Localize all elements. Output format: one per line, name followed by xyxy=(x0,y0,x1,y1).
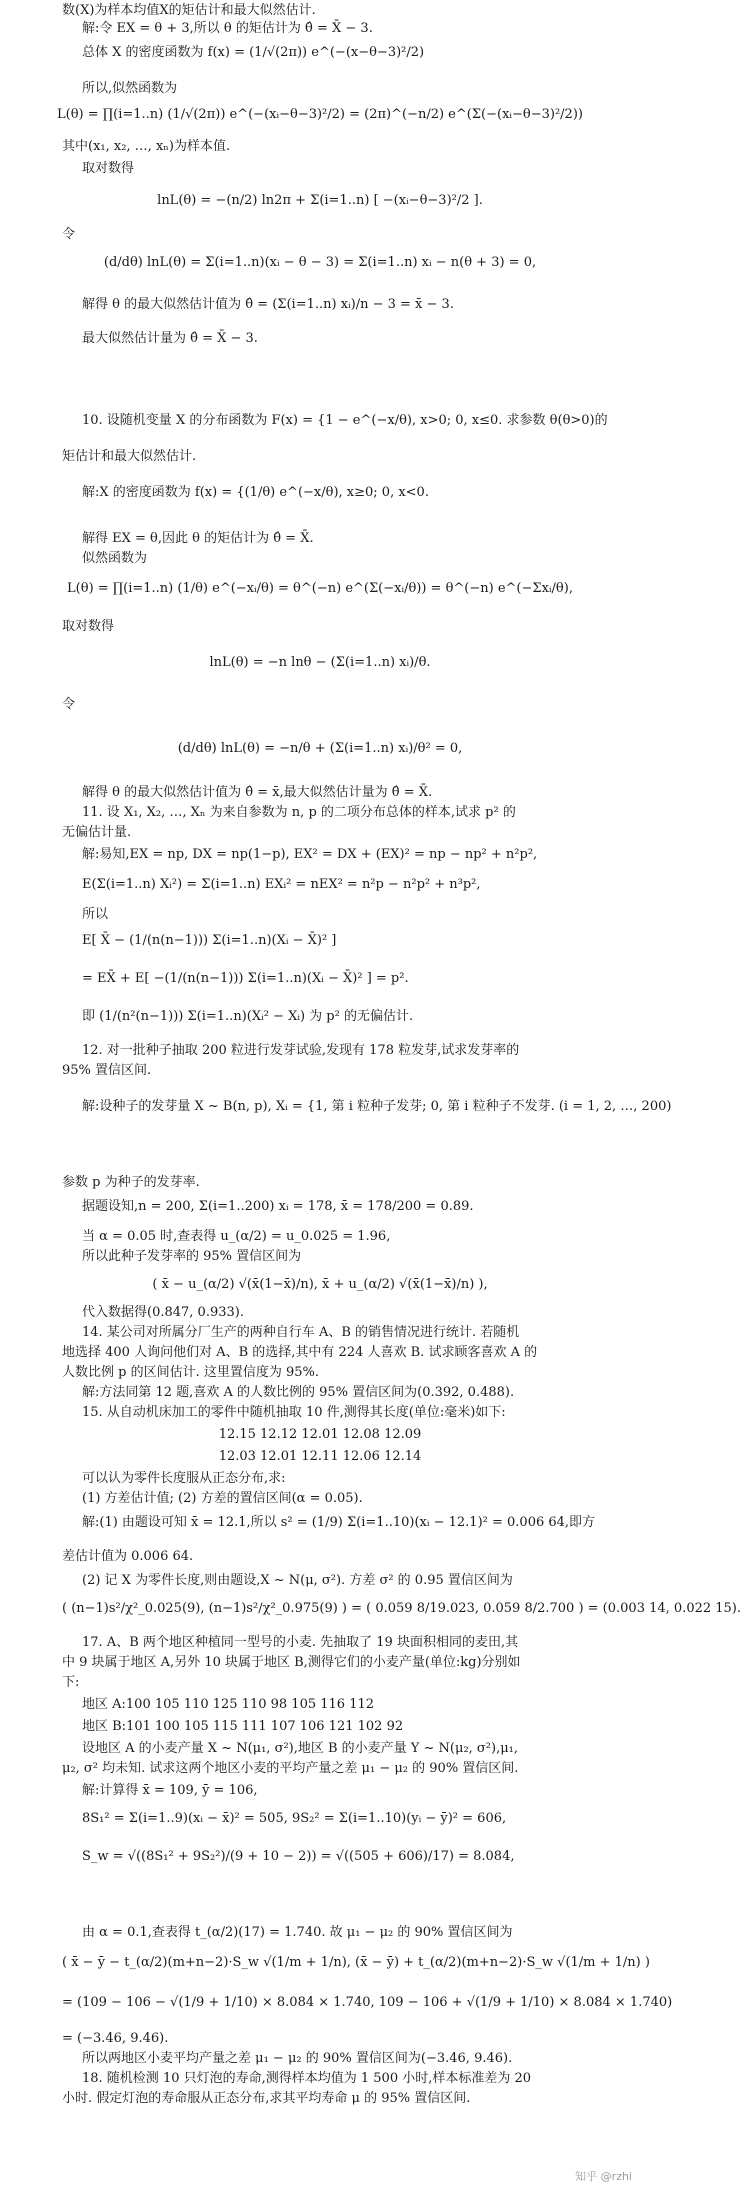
text-line-25: 无偏估计量. xyxy=(62,825,132,840)
text-line-27: E(Σ(i=1..n) Xᵢ²) = Σ(i=1..n) EXᵢ² = nEX² = n²p − n²p² + n³p², xyxy=(82,877,481,892)
text-line-19: 取对数得 xyxy=(62,619,115,634)
text-line-70: 小时. 假定灯泡的寿命服从正态分布,求其平均寿命 μ 的 95% 置信区间. xyxy=(62,2091,471,2106)
text-line-61: 解:计算得 x̄ = 109, ȳ = 106, xyxy=(82,1783,258,1798)
text-line-43: 人数比例 p 的区间估计. 这里置信度为 95%. xyxy=(62,1365,320,1380)
text-line-17: 似然函数为 xyxy=(82,551,148,566)
text-line-5: L(θ) = ∏(i=1..n) (1/√(2π)) e^(−(xᵢ−θ−3)²/2) = (2π)^(−n/2) e^(Σ(−(xᵢ−θ−3)²/2)) xyxy=(57,107,583,122)
text-line-38: 所以此种子发芽率的 95% 置信区间为 xyxy=(82,1249,302,1264)
text-line-53: ( (n−1)s²/χ²_0.025(9), (n−1)s²/χ²_0.975(9) ) = ( 0.059 8/19.023, 0.059 8/2.700 ) = (0.003 14, 0.022 15). xyxy=(62,1601,741,1616)
text-line-12: 最大似然估计量为 θ̂ = X̄ − 3. xyxy=(82,331,258,346)
text-line-35: 参数 p 为种子的发芽率. xyxy=(62,1175,200,1190)
text-line-2: 解:令 EX = θ + 3,所以 θ 的矩估计为 θ̂ = X̄ − 3. xyxy=(82,21,373,36)
text-line-39: ( x̄ − u_(α/2) √(x̄(1−x̄)/n), x̄ + u_(α/2) √(x̄(1−x̄)/n) ), xyxy=(152,1277,488,1292)
text-line-62: 8S₁² = Σ(i=1..9)(xᵢ − x̄)² = 505, 9S₂² = Σ(i=1..10)(yᵢ − ȳ)² = 606, xyxy=(82,1811,507,1826)
text-line-69: 18. 随机检测 10 只灯泡的寿命,测得样本均值为 1 500 小时,样本标准差为 20 xyxy=(82,2071,532,2086)
text-line-31: 即 (1/(n²(n−1))) Σ(i=1..n)(Xᵢ² − Xᵢ) 为 p² 的无偏估计. xyxy=(82,1009,414,1024)
text-line-6: 其中(x₁, x₂, …, xₙ)为样本值. xyxy=(62,139,231,154)
text-line-54: 17. A、B 两个地区种植同一型号的小麦. 先抽取了 19 块面积相同的麦田,其 xyxy=(82,1635,519,1650)
text-line-67: = (−3.46, 9.46). xyxy=(62,2031,169,2046)
text-line-42: 地选择 400 人询问他们对 A、B 的选择,其中有 224 人喜欢 B. 试求顾客喜欢 A 的 xyxy=(62,1345,538,1360)
text-line-50: 解:(1) 由题设可知 x̄ = 12.1,所以 s² = (1/9) Σ(i=1..10)(xᵢ − 12.1)² = 0.006 64,即方 xyxy=(82,1515,596,1530)
text-line-3: 总体 X 的密度函数为 f(x) = (1/√(2π)) e^(−(x−θ−3)²/2) xyxy=(82,45,425,60)
text-line-32: 12. 对一批种子抽取 200 粒进行发芽试验,发现有 178 粒发芽,试求发芽率的 xyxy=(82,1043,520,1058)
text-line-20: lnL(θ) = −n lnθ − (Σ(i=1..n) xᵢ)/θ. xyxy=(209,655,431,670)
text-line-1: 数(X)为样本均值X的矩估计和最大似然估计. xyxy=(62,3,316,18)
text-line-36: 据题设知,n = 200, Σ(i=1..200) xᵢ = 178, x̄ = 178/200 = 0.89. xyxy=(82,1199,474,1214)
watermark: 知乎 @rzhi xyxy=(575,2170,632,2183)
text-line-64: 由 α = 0.1,查表得 t_(α/2)(17) = 1.740. 故 μ₁ − μ₂ 的 90% 置信区间为 xyxy=(82,1925,513,1940)
text-line-51: 差估计值为 0.006 64. xyxy=(62,1549,194,1564)
text-line-40: 代入数据得(0.847, 0.933). xyxy=(82,1305,244,1320)
text-line-59: 设地区 A 的小麦产量 X ~ N(μ₁, σ²),地区 B 的小麦产量 Y ~ N(μ₂, σ²),μ₁, xyxy=(82,1741,519,1756)
text-line-16: 解得 EX = θ,因此 θ 的矩估计为 θ̂ = X̄. xyxy=(82,531,314,546)
text-line-57: 地区 A:100 105 110 125 110 98 105 116 112 xyxy=(82,1697,375,1712)
text-line-14: 矩估计和最大似然估计. xyxy=(62,449,197,464)
text-line-41: 14. 某公司对所属分厂生产的两种自行车 A、B 的销售情况进行统计. 若随机 xyxy=(82,1325,520,1340)
text-line-48: 可以认为零件长度服从正态分布,求: xyxy=(82,1471,286,1486)
text-line-60: μ₂, σ² 均未知. 试求这两个地区小麦的平均产量之差 μ₁ − μ₂ 的 90% 置信区间. xyxy=(62,1761,519,1776)
text-line-9: 令 xyxy=(62,227,76,242)
text-line-46: 12.15 12.12 12.01 12.08 12.09 xyxy=(218,1427,422,1442)
text-line-37: 当 α = 0.05 时,查表得 u_(α/2) = u_0.025 = 1.96, xyxy=(82,1229,391,1244)
text-line-65: ( x̄ − ȳ − t_(α/2)(m+n−2)·S_w √(1/m + 1/n), (x̄ − ȳ) + t_(α/2)(m+n−2)·S_w √(1/m + 1/n) ) xyxy=(62,1955,650,1970)
text-line-15: 解:X 的密度函数为 f(x) = {(1/θ) e^(−x/θ), x≥0; 0, x<0. xyxy=(82,485,429,500)
text-line-55: 中 9 块属于地区 A,另外 10 块属于地区 B,测得它们的小麦产量(单位:kg)分别如 xyxy=(62,1655,521,1670)
text-line-13: 10. 设随机变量 X 的分布函数为 F(x) = {1 − e^(−x/θ), x>0; 0, x≤0. 求参数 θ(θ>0)的 xyxy=(82,413,608,428)
text-line-66: = (109 − 106 − √(1/9 + 1/10) × 8.084 × 1.740, 109 − 106 + √(1/9 + 1/10) × 8.084 × 1.740) xyxy=(62,1995,673,2010)
text-line-33: 95% 置信区间. xyxy=(62,1063,152,1078)
text-line-30: = EX̄ + E[ −(1/(n(n−1))) Σ(i=1..n)(Xᵢ − X̄)² ] = p². xyxy=(82,971,409,986)
text-line-63: S_w = √((8S₁² + 9S₂²)/(9 + 10 − 2)) = √((505 + 606)/17) = 8.084, xyxy=(82,1849,515,1864)
text-line-24: 11. 设 X₁, X₂, …, Xₙ 为来自参数为 n, p 的二项分布总体的样本,试求 p² 的 xyxy=(82,805,516,820)
text-line-68: 所以两地区小麦平均产量之差 μ₁ − μ₂ 的 90% 置信区间为(−3.46, 9.46). xyxy=(82,2051,513,2066)
text-line-34: 解:设种子的发芽量 X ~ B(n, p), Xᵢ = {1, 第 i 粒种子发芽; 0, 第 i 粒种子不发芽. (i = 1, 2, …, 200) xyxy=(82,1099,672,1114)
text-line-7: 取对数得 xyxy=(82,161,135,176)
text-line-52: (2) 记 X 为零件长度,则由题设,X ~ N(μ, σ²). 方差 σ² 的 0.95 置信区间为 xyxy=(82,1573,513,1588)
text-line-4: 所以,似然函数为 xyxy=(82,81,178,96)
text-line-26: 解:易知,EX = np, DX = np(1−p), EX² = DX + (EX)² = np − np² + n²p², xyxy=(82,847,538,862)
text-line-45: 15. 从自动机床加工的零件中随机抽取 10 件,测得其长度(单位:毫米)如下: xyxy=(82,1405,506,1420)
text-line-23: 解得 θ 的最大似然估计值为 θ̂ = x̄,最大似然估计量为 θ̂ = X̄. xyxy=(82,785,433,800)
text-line-44: 解:方法同第 12 题,喜欢 A 的人数比例的 95% 置信区间为(0.392, 0.488). xyxy=(82,1385,515,1400)
text-line-49: (1) 方差估计值; (2) 方差的置信区间(α = 0.05). xyxy=(82,1491,363,1506)
text-line-29: E[ X̄ − (1/(n(n−1))) Σ(i=1..n)(Xᵢ − X̄)² ] xyxy=(82,933,337,948)
text-line-58: 地区 B:101 100 105 115 111 107 106 121 102 92 xyxy=(82,1719,404,1734)
text-line-10: (d/dθ) lnL(θ) = Σ(i=1..n)(xᵢ − θ − 3) = Σ(i=1..n) xᵢ − n(θ + 3) = 0, xyxy=(103,255,537,270)
text-line-8: lnL(θ) = −(n/2) ln2π + Σ(i=1..n) [ −(xᵢ−θ−3)²/2 ]. xyxy=(157,193,483,208)
text-line-28: 所以 xyxy=(82,907,109,922)
text-line-21: 令 xyxy=(62,697,76,712)
text-line-22: (d/dθ) lnL(θ) = −n/θ + (Σ(i=1..n) xᵢ)/θ² = 0, xyxy=(177,741,463,756)
text-line-47: 12.03 12.01 12.11 12.06 12.14 xyxy=(218,1449,422,1464)
text-line-11: 解得 θ 的最大似然估计值为 θ̂ = (Σ(i=1..n) xᵢ)/n − 3 = x̄ − 3. xyxy=(82,297,454,312)
text-line-18: L(θ) = ∏(i=1..n) (1/θ) e^(−xᵢ/θ) = θ^(−n) e^(Σ(−xᵢ/θ)) = θ^(−n) e^(−Σxᵢ/θ), xyxy=(67,581,573,596)
text-line-56: 下: xyxy=(62,1675,80,1690)
